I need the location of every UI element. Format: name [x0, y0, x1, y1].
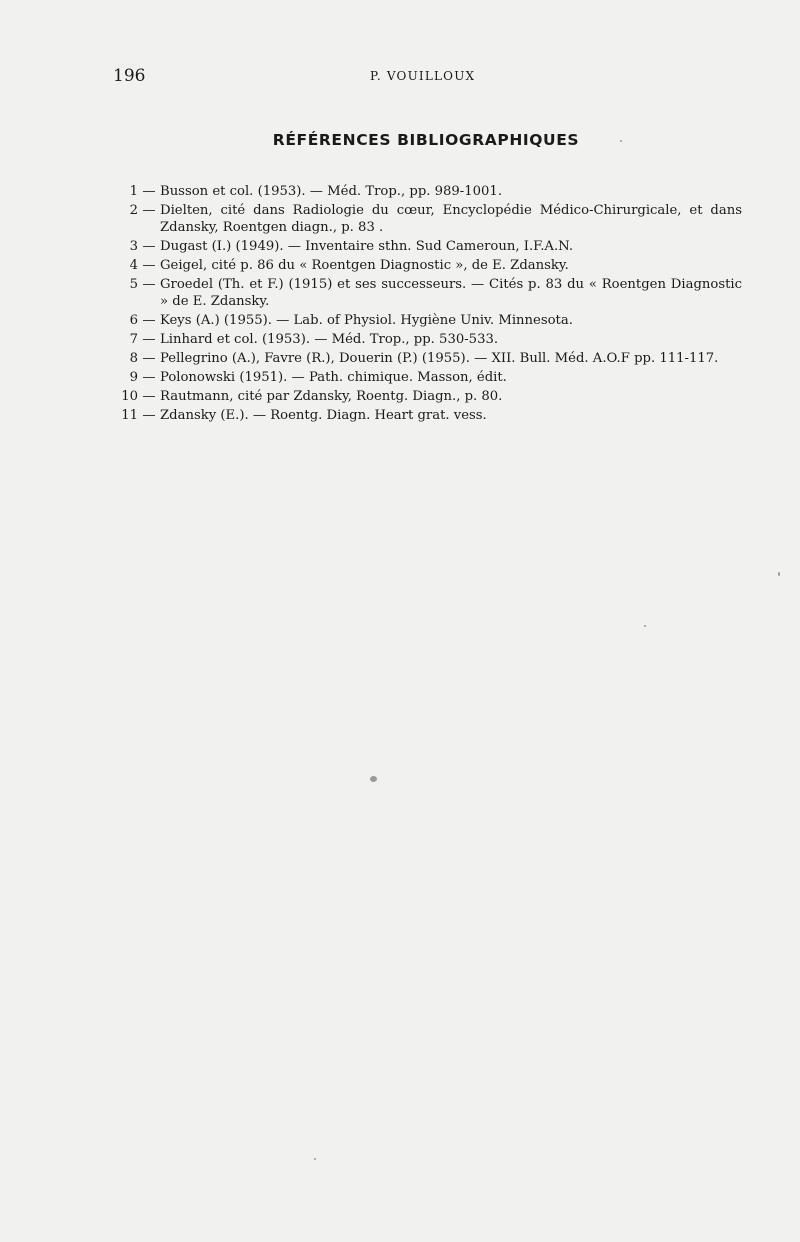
- scan-speck: [314, 1158, 316, 1160]
- reference-dash: —: [142, 277, 156, 293]
- reference-item: [110, 257, 742, 274]
- reference-number: 6: [129, 313, 138, 329]
- scan-speck: [620, 140, 622, 142]
- reference-number: 1: [129, 184, 138, 199]
- reference-item: [110, 183, 742, 200]
- reference-item: [110, 407, 742, 424]
- reference-text: Rautmann, cité par Zdansky, Roentg. Diagn., p. 80.: [160, 389, 503, 405]
- reference-dash: —: [142, 203, 156, 218]
- reference-item: [110, 350, 742, 367]
- reference-text: Groedel (Th. et F.) (1915) et ses successeurs. — Cités p. 83 du « Roentgen Diagnostic » de E. Zdansky.: [160, 277, 742, 310]
- reference-text: Dugast (I.) (1949). — Inventaire sthn. Sud Cameroun, I.F.A.N.: [160, 239, 574, 255]
- reference-text: Keys (A.) (1955). — Lab. of Physiol. Hygiène Univ. Minnesota.: [160, 313, 573, 329]
- reference-number: 8: [129, 351, 138, 367]
- section-title: RÉFÉRENCES BIBLIOGRAPHIQUES: [272, 131, 580, 149]
- reference-dash: —: [142, 184, 156, 199]
- reference-number: 10: [121, 389, 138, 405]
- running-title: P. VOUILLOUX: [370, 69, 476, 83]
- reference-item: [110, 388, 742, 405]
- reference-item: [110, 238, 742, 255]
- reference-number: 4: [129, 258, 138, 274]
- reference-text: Dielten, cité dans Radiologie du cœur, Encyclopédie Médico-Chirurgicale, et dans Zdansky, Roentgen diagn., p. 83 .: [160, 203, 742, 236]
- reference-item: [110, 312, 742, 329]
- reference-dash: —: [142, 332, 156, 348]
- reference-number: 5: [129, 277, 138, 293]
- scan-speck: [778, 572, 780, 576]
- reference-number: 2: [129, 203, 138, 218]
- reference-dash: —: [142, 389, 156, 405]
- reference-number: 3: [129, 239, 138, 255]
- reference-item: [110, 202, 742, 236]
- reference-text: Polonowski (1951). — Path. chimique. Masson, édit.: [160, 370, 507, 386]
- reference-dash: —: [142, 370, 156, 386]
- reference-item: [110, 369, 742, 386]
- reference-text: Busson et col. (1953). — Méd. Trop., pp. 989-1001.: [160, 184, 503, 199]
- reference-item: [110, 331, 742, 348]
- scan-speck: [644, 625, 646, 627]
- page-number: 196: [113, 66, 146, 86]
- reference-text: Linhard et col. (1953). — Méd. Trop., pp. 530-533.: [160, 332, 499, 348]
- scan-speck: [370, 776, 377, 782]
- reference-dash: —: [142, 351, 156, 367]
- running-head: [113, 66, 713, 86]
- reference-dash: —: [142, 408, 156, 424]
- reference-dash: —: [142, 258, 156, 274]
- reference-number: 9: [129, 370, 138, 386]
- reference-dash: —: [142, 313, 156, 329]
- reference-text: Zdansky (E.). — Roentg. Diagn. Heart grat. vess.: [160, 408, 487, 424]
- reference-text: Pellegrino (A.), Favre (R.), Douerin (P.) (1955). — XII. Bull. Méd. A.O.F pp. 111-117.: [160, 351, 719, 367]
- reference-number: 7: [129, 332, 138, 348]
- reference-number: 11: [121, 408, 138, 424]
- reference-text: Geigel, cité p. 86 du « Roentgen Diagnostic », de E. Zdansky.: [160, 258, 569, 274]
- reference-list: [110, 183, 742, 426]
- reference-item: [110, 276, 742, 310]
- reference-dash: —: [142, 239, 156, 255]
